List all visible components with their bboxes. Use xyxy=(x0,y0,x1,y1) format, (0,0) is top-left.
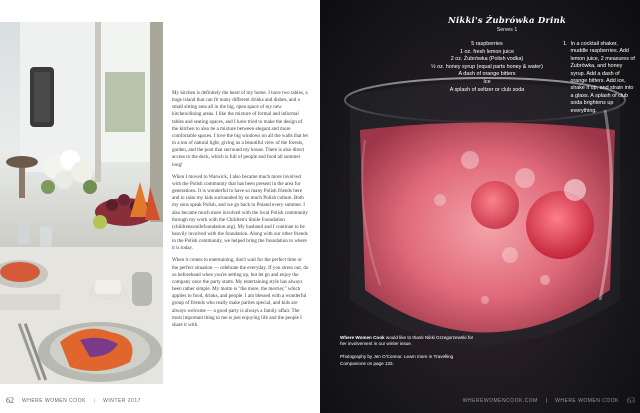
page-number: 62 xyxy=(6,396,14,405)
issue-label: WINTER 2017 xyxy=(103,397,141,404)
right-page xyxy=(320,0,640,413)
left-page xyxy=(0,0,319,413)
thanks-note xyxy=(340,335,480,347)
page-number: 63 xyxy=(627,396,635,405)
article-paragraph: When it comes to entertaining, don't wait for the perfect time or the perfect situation — celebrate the everyday. If you stress out, do so beforehand when you're setting up, but let go and enjoy the company once the party starts. My entertaining style has always been rather simple. My motto is "the more, the merrier," which applies to food, drinks, and people. I am blessed with a wonderful group of friends who really make parties special, and kids are always welcome — a good party is always a family affair. The most important thing to me is just enjoying life and the people I share it with. xyxy=(172,257,309,328)
publication-name: WHERE WOMEN COOK xyxy=(555,397,619,404)
ingredient-item: 1 oz. fresh lemon juice xyxy=(460,48,514,55)
step-number: 1. xyxy=(563,41,568,47)
right-page-footer xyxy=(440,396,635,405)
ingredient-item: 2 oz. Żubrówka (Polish vodka) xyxy=(450,56,524,63)
left-page-footer xyxy=(6,396,306,405)
publication-name: WHERE WOMEN COOK xyxy=(22,397,86,404)
footer-separator: | xyxy=(545,397,548,404)
serves-label: Serves 1 xyxy=(496,27,518,33)
ingredient-item: ½ oz. honey syrup (equal parts honey & water) xyxy=(431,63,543,70)
table-setting-photo xyxy=(0,22,163,384)
article-paragraph: When I moved to Warwick, I also became much more involved with the Polish community that has been present in the area for generations. It is wonderful to have so many Polish friends here and to raise my kids surrounded by so much Polish culture. Both my sons speak Polish, and we go back to Poland every summer. I also became much more involved with the local Polish community through my work with the Children's Smile Foundation (childrenssmilefoundation.org). My husband and I continue to be heavily involved with the foundation. Along with our other friends in the Polish community, we helped bring the foundation to where it is today. xyxy=(172,173,308,252)
ingredient-item: A splash of seltzer or club soda xyxy=(449,86,525,93)
thanks-publication: Where Women Cook xyxy=(340,335,385,340)
step-text: In a cocktail shaker, muddle raspberries. Add lemon juice, 2 measures of Żubrówka, and honey syrup. Add a dash of orange bitters. Add ice, shake it up, and strain into a glass. A splash of club soda brightens up everything. xyxy=(570,41,635,114)
credits xyxy=(340,335,480,374)
ingredient-item: A dash of orange bitters xyxy=(458,71,516,78)
article-paragraph: My kitchen is definitely the heart of my home. I have two tables, a huge island that can fit many different drinks and dishes, and a small sitting area all in the big, open space of my new kitchen/dining areas. I like the mixture of formal and informal tables and seating spaces, and I have tried to make the design of the kitchen to also be a mixture between elegant and more comfortable spaces. I love the big windows on all the walls that let in a ton of natural light, giving us a beautiful view of the forests, garden, and the pool that surround my house. There is also direct access to the deck, which is full of people and food all summer long! xyxy=(172,90,308,168)
recipe-title: Nikki's Żubrówka Drink xyxy=(447,16,567,26)
photo-credit: Photography by Jen O'Connor. Learn more in Travelling Companions on page 133. xyxy=(340,354,454,366)
table-setting-illustration xyxy=(0,22,163,384)
ingredient-item: 5 raspberries xyxy=(471,41,503,47)
recipe-steps xyxy=(563,41,635,115)
thanks-text: would like to thank Nikki Grzegorzewski for her involvement in our winter issue. xyxy=(340,335,474,347)
ingredient-list xyxy=(412,41,562,94)
footer-separator: | xyxy=(93,397,96,404)
website-label: WHEREWOMENCOOK.COM xyxy=(462,397,538,404)
ingredient-item: Ice xyxy=(483,78,491,85)
article-body xyxy=(172,90,309,334)
